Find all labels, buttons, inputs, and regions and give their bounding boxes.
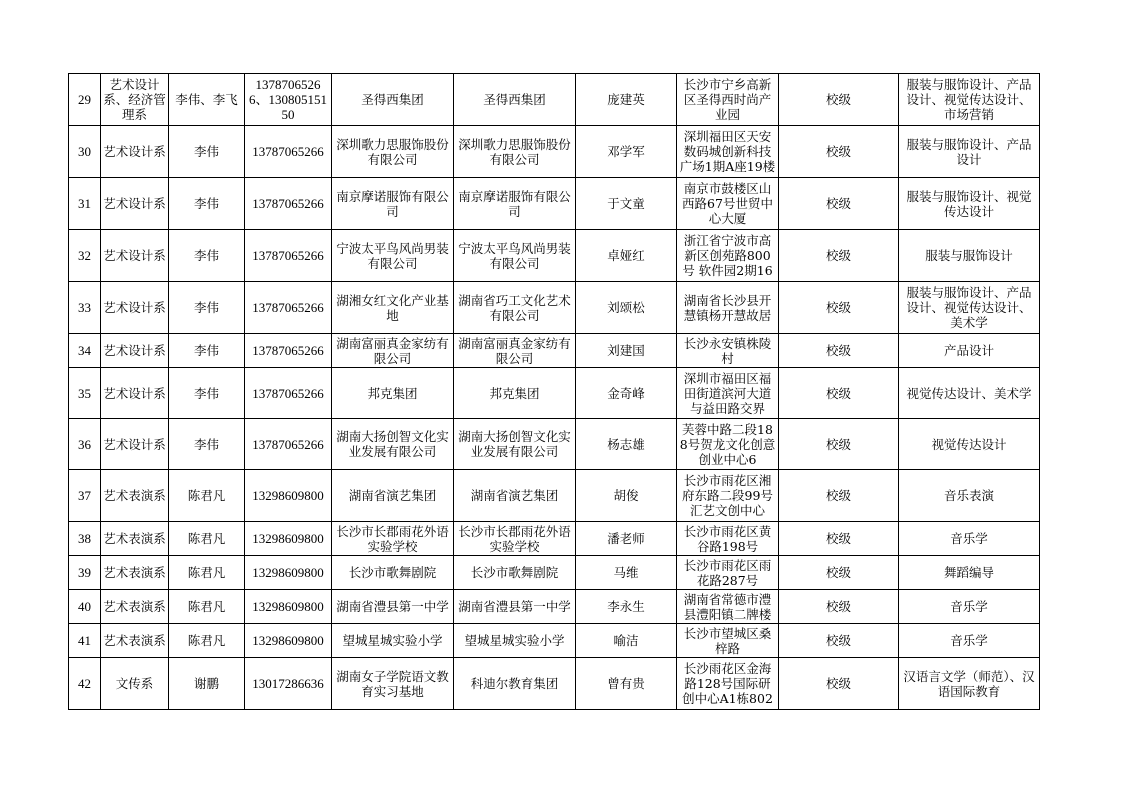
department-cell: 艺术表演系 <box>101 522 169 556</box>
phone-cell: 13298609800 <box>245 590 332 624</box>
table-row <box>69 470 1040 522</box>
row-number-cell: 29 <box>69 74 101 126</box>
major-cell: 音乐表演 <box>899 470 1040 522</box>
table-row <box>69 556 1040 590</box>
phone-cell: 13298609800 <box>245 624 332 658</box>
level-cell: 校级 <box>779 178 899 230</box>
phone-cell: 13787065266 <box>245 282 332 334</box>
table-row <box>69 522 1040 556</box>
table-row <box>69 282 1040 334</box>
address-cell: 长沙市雨花区雨花路287号 <box>677 556 779 590</box>
level-cell: 校级 <box>779 230 899 282</box>
address-cell: 长沙市雨花区湘府东路二段99号汇艺文创中心 <box>677 470 779 522</box>
company-cell: 湖南省巧工文化艺术有限公司 <box>454 282 576 334</box>
base-name-cell: 湖南大扬创智文化实业发展有限公司 <box>332 419 454 470</box>
major-cell: 舞蹈编导 <box>899 556 1040 590</box>
major-cell: 视觉传达设计 <box>899 419 1040 470</box>
phone-cell: 13787065266 <box>245 230 332 282</box>
phone-cell: 13298609800 <box>245 522 332 556</box>
teacher-cell: 李伟 <box>169 178 245 230</box>
department-cell: 艺术设计系 <box>101 334 169 368</box>
teacher-cell: 陈君凡 <box>169 624 245 658</box>
address-cell: 长沙市宁乡高新区圣得西时尚产业园 <box>677 74 779 126</box>
major-cell: 服装与服饰设计、视觉传达设计 <box>899 178 1040 230</box>
teacher-cell: 李伟 <box>169 334 245 368</box>
table-row <box>69 178 1040 230</box>
address-cell: 长沙市望城区桑梓路 <box>677 624 779 658</box>
base-name-cell: 长沙市长郡雨花外语实验学校 <box>332 522 454 556</box>
contact-person-cell: 喻洁 <box>576 624 677 658</box>
department-cell: 艺术设计系 <box>101 419 169 470</box>
department-cell: 艺术设计系、经济管理系 <box>101 74 169 126</box>
company-cell: 湖南大扬创智文化实业发展有限公司 <box>454 419 576 470</box>
department-cell: 艺术设计系 <box>101 126 169 178</box>
teacher-cell: 李伟、李飞 <box>169 74 245 126</box>
phone-cell: 13787065266 <box>245 419 332 470</box>
base-name-cell: 望城星城实验小学 <box>332 624 454 658</box>
contact-person-cell: 刘建国 <box>576 334 677 368</box>
company-cell: 邦克集团 <box>454 368 576 419</box>
department-cell: 艺术设计系 <box>101 178 169 230</box>
department-cell: 艺术设计系 <box>101 368 169 419</box>
department-cell: 艺术设计系 <box>101 282 169 334</box>
address-cell: 南京市鼓楼区山西路67号世贸中心大厦 <box>677 178 779 230</box>
department-cell: 文传系 <box>101 658 169 710</box>
row-number-cell: 38 <box>69 522 101 556</box>
company-cell: 长沙市长郡雨花外语实验学校 <box>454 522 576 556</box>
row-number-cell: 35 <box>69 368 101 419</box>
contact-person-cell: 卓娅红 <box>576 230 677 282</box>
contact-person-cell: 曾有贵 <box>576 658 677 710</box>
row-number-cell: 32 <box>69 230 101 282</box>
level-cell: 校级 <box>779 556 899 590</box>
teacher-cell: 李伟 <box>169 282 245 334</box>
row-number-cell: 40 <box>69 590 101 624</box>
company-cell: 长沙市歌舞剧院 <box>454 556 576 590</box>
address-cell: 芙蓉中路二段188号贺龙文化创意创业中心6 <box>677 419 779 470</box>
phone-cell: 13787065266 <box>245 368 332 419</box>
teacher-cell: 李伟 <box>169 368 245 419</box>
company-cell: 湖南省澧县第一中学 <box>454 590 576 624</box>
row-number-cell: 31 <box>69 178 101 230</box>
department-cell: 艺术表演系 <box>101 624 169 658</box>
major-cell: 产品设计 <box>899 334 1040 368</box>
department-cell: 艺术表演系 <box>101 556 169 590</box>
phone-cell: 13298609800 <box>245 556 332 590</box>
table-row <box>69 419 1040 470</box>
department-cell: 艺术表演系 <box>101 470 169 522</box>
department-cell: 艺术表演系 <box>101 590 169 624</box>
contact-person-cell: 杨志雄 <box>576 419 677 470</box>
level-cell: 校级 <box>779 419 899 470</box>
contact-person-cell: 胡俊 <box>576 470 677 522</box>
phone-cell: 13787065266、13080515150 <box>245 74 332 126</box>
address-cell: 长沙雨花区金海路128号国际研创中心A1栋802 <box>677 658 779 710</box>
row-number-cell: 37 <box>69 470 101 522</box>
company-cell: 科迪尔教育集团 <box>454 658 576 710</box>
table-row <box>69 658 1040 710</box>
contact-person-cell: 邓学军 <box>576 126 677 178</box>
base-name-cell: 圣得西集团 <box>332 74 454 126</box>
row-number-cell: 30 <box>69 126 101 178</box>
base-name-cell: 南京摩诺服饰有限公司 <box>332 178 454 230</box>
teacher-cell: 李伟 <box>169 419 245 470</box>
teacher-cell: 陈君凡 <box>169 522 245 556</box>
company-cell: 望城星城实验小学 <box>454 624 576 658</box>
level-cell: 校级 <box>779 74 899 126</box>
address-cell: 长沙永安镇株陵村 <box>677 334 779 368</box>
phone-cell: 13787065266 <box>245 126 332 178</box>
teacher-cell: 陈君凡 <box>169 470 245 522</box>
table-row <box>69 590 1040 624</box>
level-cell: 校级 <box>779 522 899 556</box>
internship-base-table <box>68 73 1040 710</box>
contact-person-cell: 李永生 <box>576 590 677 624</box>
level-cell: 校级 <box>779 126 899 178</box>
table-body <box>69 74 1040 710</box>
table-row <box>69 368 1040 419</box>
major-cell: 服装与服饰设计 <box>899 230 1040 282</box>
table-row <box>69 624 1040 658</box>
major-cell: 音乐学 <box>899 522 1040 556</box>
row-number-cell: 36 <box>69 419 101 470</box>
row-number-cell: 42 <box>69 658 101 710</box>
address-cell: 湖南省常德市澧县澧阳镇二牌楼 <box>677 590 779 624</box>
row-number-cell: 33 <box>69 282 101 334</box>
level-cell: 校级 <box>779 624 899 658</box>
address-cell: 湖南省长沙县开慧镇杨开慧故居 <box>677 282 779 334</box>
teacher-cell: 陈君凡 <box>169 590 245 624</box>
base-name-cell: 邦克集团 <box>332 368 454 419</box>
contact-person-cell: 金奇峰 <box>576 368 677 419</box>
company-cell: 湖南富丽真金家纺有限公司 <box>454 334 576 368</box>
row-number-cell: 41 <box>69 624 101 658</box>
department-cell: 艺术设计系 <box>101 230 169 282</box>
row-number-cell: 39 <box>69 556 101 590</box>
table-row <box>69 334 1040 368</box>
contact-person-cell: 于文童 <box>576 178 677 230</box>
level-cell: 校级 <box>779 368 899 419</box>
phone-cell: 13017286636 <box>245 658 332 710</box>
base-name-cell: 深圳歌力思服饰股份有限公司 <box>332 126 454 178</box>
major-cell: 视觉传达设计、美术学 <box>899 368 1040 419</box>
company-cell: 宁波太平鸟风尚男装有限公司 <box>454 230 576 282</box>
level-cell: 校级 <box>779 470 899 522</box>
base-name-cell: 湖湘女红文化产业基地 <box>332 282 454 334</box>
contact-person-cell: 马维 <box>576 556 677 590</box>
table-row <box>69 126 1040 178</box>
teacher-cell: 李伟 <box>169 230 245 282</box>
address-cell: 深圳福田区天安数码城创新科技广场1期A座19楼 <box>677 126 779 178</box>
level-cell: 校级 <box>779 334 899 368</box>
major-cell: 服装与服饰设计、产品设计、视觉传达设计、市场营销 <box>899 74 1040 126</box>
row-number-cell: 34 <box>69 334 101 368</box>
table-row <box>69 74 1040 126</box>
teacher-cell: 陈君凡 <box>169 556 245 590</box>
phone-cell: 13787065266 <box>245 178 332 230</box>
major-cell: 音乐学 <box>899 590 1040 624</box>
company-cell: 深圳歌力思服饰股份有限公司 <box>454 126 576 178</box>
contact-person-cell: 潘老师 <box>576 522 677 556</box>
teacher-cell: 李伟 <box>169 126 245 178</box>
contact-person-cell: 庞建英 <box>576 74 677 126</box>
company-cell: 南京摩诺服饰有限公司 <box>454 178 576 230</box>
table-row <box>69 230 1040 282</box>
address-cell: 浙江省宁波市高新区创苑路800号 软件园2期16 <box>677 230 779 282</box>
level-cell: 校级 <box>779 590 899 624</box>
base-name-cell: 长沙市歌舞剧院 <box>332 556 454 590</box>
teacher-cell: 谢鹏 <box>169 658 245 710</box>
base-name-cell: 湖南省演艺集团 <box>332 470 454 522</box>
major-cell: 汉语言文学（师范）、汉语国际教育 <box>899 658 1040 710</box>
base-name-cell: 湖南富丽真金家纺有限公司 <box>332 334 454 368</box>
company-cell: 湖南省演艺集团 <box>454 470 576 522</box>
major-cell: 音乐学 <box>899 624 1040 658</box>
company-cell: 圣得西集团 <box>454 74 576 126</box>
phone-cell: 13298609800 <box>245 470 332 522</box>
phone-cell: 13787065266 <box>245 334 332 368</box>
base-name-cell: 湖南省澧县第一中学 <box>332 590 454 624</box>
address-cell: 深圳市福田区福田街道滨河大道与益田路交界 <box>677 368 779 419</box>
contact-person-cell: 刘颂松 <box>576 282 677 334</box>
base-name-cell: 宁波太平鸟风尚男装有限公司 <box>332 230 454 282</box>
major-cell: 服装与服饰设计、产品设计、视觉传达设计、美术学 <box>899 282 1040 334</box>
address-cell: 长沙市雨花区黄谷路198号 <box>677 522 779 556</box>
major-cell: 服装与服饰设计、产品设计 <box>899 126 1040 178</box>
level-cell: 校级 <box>779 658 899 710</box>
level-cell: 校级 <box>779 282 899 334</box>
base-name-cell: 湖南女子学院语文教育实习基地 <box>332 658 454 710</box>
